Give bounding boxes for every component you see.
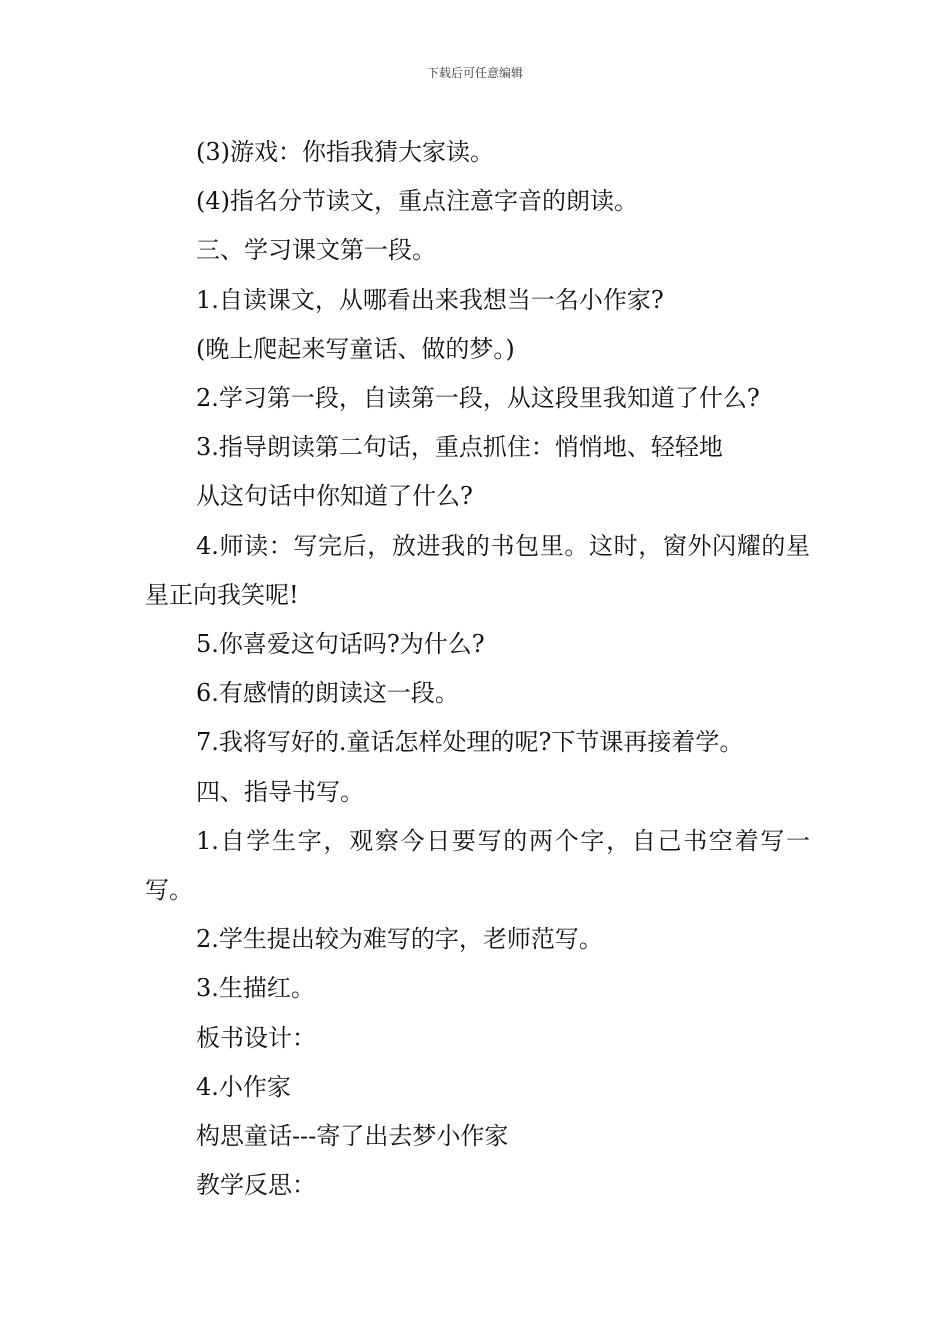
paragraph: 3.生描红。 [196, 974, 315, 1003]
paragraph: 从这句话中你知道了什么? [196, 482, 473, 511]
paragraph: (晚上爬起来写童话、做的梦。) [196, 334, 515, 363]
paragraph: (3)游戏：你指我猜大家读。 [196, 138, 494, 166]
paragraph: (4)指名分节读文，重点注意字音的朗读。 [196, 187, 638, 216]
page-header: 下载后可任意编辑 [426, 66, 523, 80]
section-heading: 四、指导书写。 [196, 777, 364, 806]
paragraph: 教学反思： [196, 1171, 316, 1200]
paragraph: 板书设计： [196, 1023, 316, 1052]
section-heading: 三、学习课文第一段。 [196, 236, 436, 265]
paragraph: 1.自学生字，观察今日要写的两个字，自己书空着写一写。 [145, 826, 810, 905]
paragraph: 3.指导朗读第二句话，重点抓住：悄悄地、轻轻地 [196, 433, 723, 462]
paragraph: 4.师读：写完后，放进我的书包里。这时，窗外闪耀的星星正向我笑呢! [145, 531, 810, 609]
paragraph: 4.小作家 [196, 1072, 291, 1101]
paragraph: 2.学生提出较为难写的字，老师范写。 [196, 925, 603, 954]
document-body [145, 128, 810, 1210]
paragraph: 7.我将写好的.童话怎样处理的呢?下节课再接着学。 [196, 728, 744, 757]
paragraph: 1.自读课文，从哪看出来我想当一名小作家? [196, 285, 664, 314]
paragraph: 6.有感情的朗读这一段。 [196, 679, 459, 708]
paragraph: 5.你喜爱这句话吗?为什么? [196, 630, 485, 659]
paragraph: 2.学习第一段，自读第一段，从这段里我知道了什么? [196, 384, 760, 413]
paragraph: 构思童话---寄了出去梦小作家 [196, 1122, 509, 1151]
